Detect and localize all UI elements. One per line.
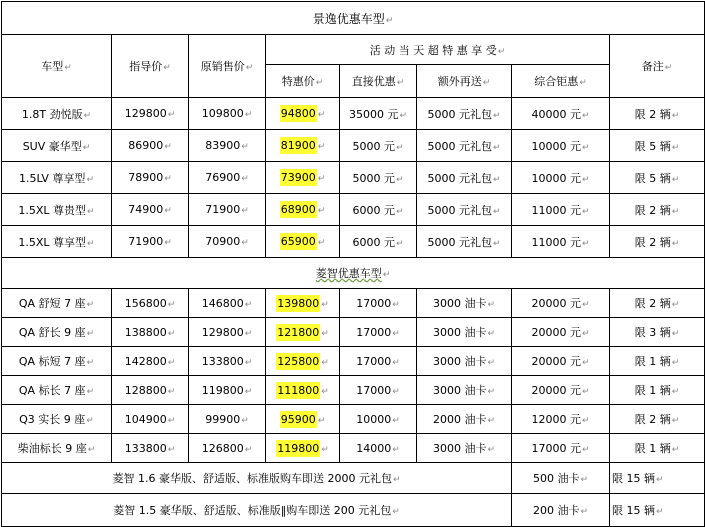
cell-model: SUV 豪华型↵: [2, 130, 112, 162]
table-row: [2, 130, 705, 162]
cell-special-price-text: 68900: [280, 203, 316, 216]
cell-special-price: 73900 ↵: [266, 162, 340, 194]
cell-extra-gift-text: 5000 元礼包: [427, 107, 492, 121]
cell-extra-gift: 3000 油卡↵: [417, 318, 512, 347]
cell-direct-discount: 10000↵: [340, 405, 417, 434]
cell-guide-price: 78900↵: [112, 162, 189, 194]
header-special-price: 特惠价↵: [266, 65, 340, 98]
cell-extra-gift-text: 5000 元礼包: [427, 171, 492, 185]
header-model: 车型↵: [2, 35, 112, 98]
table-row: [2, 98, 705, 130]
cell-guide-price: 74900↵: [112, 194, 189, 226]
cell-special-price-text: 119800: [277, 441, 320, 455]
table-row: [2, 405, 705, 434]
cell-original-price: 133800↵: [189, 347, 266, 376]
section2-title: 菱智优惠车型↵: [2, 258, 705, 289]
cell-extra-gift: 5000 元礼包↵: [417, 130, 512, 162]
table-row: [2, 162, 705, 194]
footer-gift: 500 油卡↵: [512, 463, 610, 494]
cell-remark-text: 限 5 辆: [634, 139, 671, 153]
cell-total-discount: 10000 元↵: [512, 162, 610, 194]
cell-extra-gift: 3000 油卡↵: [417, 434, 512, 463]
cell-special-price-text: 121800: [277, 325, 320, 339]
cell-original-price: 76900↵: [189, 162, 266, 194]
cell-extra-gift-text: 5000 元礼包: [427, 203, 492, 217]
cell-model: Q3 实长 9 座↵: [2, 405, 112, 434]
cell-guide-price: 142800↵: [112, 347, 189, 376]
cell-guide-price: 129800↵: [112, 98, 189, 130]
cell-special-price-text: 94800: [280, 107, 316, 120]
cell-guide-price-text: 156800: [124, 296, 167, 310]
cell-extra-gift-text: 2000 油卡: [432, 413, 487, 426]
cell-special-price-text: 139800: [277, 296, 320, 310]
cell-model: QA 舒长 9 座↵: [2, 318, 112, 347]
cell-total-discount: 20000 元↵: [512, 289, 610, 318]
cell-model-text: 柴油标长 9 座: [17, 442, 87, 455]
cell-special-price: 95900 ↵: [266, 405, 340, 434]
cell-extra-gift-text: 3000 油卡: [432, 297, 487, 310]
cell-total-discount: 12000 元↵: [512, 405, 610, 434]
cell-special-price: 121800 ↵: [266, 318, 340, 347]
cell-model-text: Q3 实长 9 座: [19, 413, 86, 426]
cell-guide-price-text: 78900: [128, 171, 164, 184]
cell-remark: 限 2 辆↵: [610, 405, 705, 434]
cell-original-price-text: 133800: [201, 354, 244, 368]
cell-guide-price: 133800↵: [112, 434, 189, 463]
cell-total-discount-text: 10000 元: [531, 139, 581, 153]
cell-direct-discount: 5000 元↵: [340, 130, 417, 162]
cell-original-price: 129800↵: [189, 318, 266, 347]
cell-total-discount-text: 11000 元: [531, 203, 581, 217]
header-direct-discount: 直接优惠↵: [340, 65, 417, 98]
cell-extra-gift-text: 3000 油卡: [432, 442, 487, 455]
cell-original-price-text: 109800: [201, 107, 244, 120]
cell-guide-price-text: 71900: [128, 235, 164, 248]
cell-total-discount: 10000 元↵: [512, 130, 610, 162]
table-row: [2, 434, 705, 463]
cell-special-price: 111800 ↵: [266, 376, 340, 405]
cell-extra-gift-text: 3000 油卡: [432, 355, 487, 368]
cell-extra-gift: 5000 元礼包↵: [417, 226, 512, 258]
cell-direct-discount: 17000↵: [340, 376, 417, 405]
cell-remark-text: 限 5 辆: [634, 171, 671, 185]
cell-original-price-text: 70900: [205, 235, 241, 248]
cell-extra-gift: 3000 油卡↵: [417, 347, 512, 376]
footer-row: [2, 494, 705, 527]
cell-remark: 限 2 辆↵: [610, 226, 705, 258]
cell-original-price-text: 126800: [201, 441, 244, 455]
cell-remark: 限 1 辆↵: [610, 434, 705, 463]
cell-original-price: 83900↵: [189, 130, 266, 162]
cell-guide-price-text: 138800: [124, 325, 167, 339]
cell-original-price: 99900↵: [189, 405, 266, 434]
cell-total-discount: 20000 元↵: [512, 347, 610, 376]
cell-guide-price: 86900↵: [112, 130, 189, 162]
cell-total-discount: 40000 元↵: [512, 98, 610, 130]
cell-original-price-text: 76900: [205, 171, 241, 184]
footer-text-text: 菱智 1.6 豪华版、舒适版、标准版购车即送 2000 元礼包: [112, 472, 392, 485]
cell-remark-text: 限 1 辆: [634, 384, 671, 397]
cell-direct-discount-text: 17000: [356, 354, 392, 368]
cell-guide-price-text: 74900: [128, 203, 164, 216]
cell-model-text: QA 舒长 9 座: [18, 326, 86, 339]
cell-direct-discount: 5000 元↵: [340, 162, 417, 194]
promo-table: [1, 1, 705, 527]
cell-model-text: 1.5LV 尊享型: [19, 171, 86, 185]
table-row: [2, 226, 705, 258]
header-promo-group: 活 动 当 天 超 特 惠 享 受↵: [266, 35, 610, 65]
cell-original-price-text: 83900: [205, 139, 241, 152]
cell-extra-gift-text: 3000 油卡: [432, 326, 487, 339]
cell-special-price: 139800 ↵: [266, 289, 340, 318]
cell-guide-price-text: 104900: [124, 412, 167, 426]
cell-special-price-text: 125800: [277, 354, 320, 368]
cell-extra-gift: 5000 元礼包↵: [417, 194, 512, 226]
cell-extra-gift-text: 3000 油卡: [432, 384, 487, 397]
cell-model: 1.5LV 尊享型↵: [2, 162, 112, 194]
cell-original-price: 70900↵: [189, 226, 266, 258]
cell-original-price: 119800↵: [189, 376, 266, 405]
cell-special-price: 94800 ↵: [266, 98, 340, 130]
cell-special-price: 119800 ↵: [266, 434, 340, 463]
cell-model: QA 标短 7 座↵: [2, 347, 112, 376]
cell-remark: 限 1 辆↵: [610, 347, 705, 376]
cell-remark-text: 限 1 辆: [634, 442, 671, 455]
cell-total-discount: 17000 元↵: [512, 434, 610, 463]
table-row: [2, 289, 705, 318]
cell-total-discount: 11000 元↵: [512, 194, 610, 226]
cell-total-discount-text: 10000 元: [531, 171, 581, 185]
cell-direct-discount-text: 17000: [356, 296, 392, 310]
footer-gift-text: 200 油卡: [532, 504, 580, 517]
header-total-discount: 综合钜惠↵: [512, 65, 610, 98]
cell-direct-discount: 17000↵: [340, 318, 417, 347]
table-row: [2, 347, 705, 376]
cell-extra-gift: 5000 元礼包↵: [417, 162, 512, 194]
cell-direct-discount-text: 14000: [356, 441, 392, 455]
cell-model: QA 标长 7 座↵: [2, 376, 112, 405]
cell-guide-price: 156800↵: [112, 289, 189, 318]
cell-direct-discount-text: 10000: [356, 412, 392, 426]
cell-special-price: 65900 ↵: [266, 226, 340, 258]
cell-direct-discount: 6000 元↵: [340, 226, 417, 258]
cell-model-text: QA 舒短 7 座: [18, 297, 86, 310]
cell-remark-text: 限 2 辆: [634, 235, 671, 249]
footer-text: 菱智 1.5 豪华版、舒适版、标准版‖购车即送 200 元礼包↵: [2, 494, 512, 527]
cell-direct-discount-text: 5000 元: [352, 139, 395, 153]
cell-original-price: 146800↵: [189, 289, 266, 318]
cell-extra-gift-text: 5000 元礼包: [427, 235, 492, 249]
footer-remark: 限 15 辆↵: [610, 463, 705, 494]
cell-remark-text: 限 2 辆: [634, 107, 671, 121]
cell-original-price-text: 129800: [201, 325, 244, 339]
table-row: [2, 318, 705, 347]
cell-extra-gift: 2000 油卡↵: [417, 405, 512, 434]
table-row: [2, 376, 705, 405]
cell-special-price: 68900 ↵: [266, 194, 340, 226]
cell-model: 柴油标长 9 座↵: [2, 434, 112, 463]
table-row: [2, 194, 705, 226]
cell-remark-text: 限 3 辆: [634, 326, 671, 339]
cell-extra-gift: 5000 元礼包↵: [417, 98, 512, 130]
cell-model: 1.5XL 尊享型↵: [2, 226, 112, 258]
cell-special-price-text: 81900: [280, 139, 316, 152]
cell-total-discount: 20000 元↵: [512, 376, 610, 405]
cell-original-price: 126800↵: [189, 434, 266, 463]
cell-direct-discount-text: 6000 元: [352, 235, 395, 249]
cell-special-price-text: 65900: [280, 235, 316, 248]
footer-gift-text: 500 油卡: [532, 472, 580, 485]
cell-total-discount-text: 20000 元: [531, 384, 581, 397]
cell-direct-discount-text: 6000 元: [352, 203, 395, 217]
header-extra-gift: 额外再送↵: [417, 65, 512, 98]
cell-guide-price: 71900↵: [112, 226, 189, 258]
cell-remark: 限 2 辆↵: [610, 194, 705, 226]
cell-model-text: 1.5XL 尊享型: [18, 235, 87, 249]
header-original-price: 原销售价↵: [189, 35, 266, 98]
cell-remark-text: 限 2 辆: [634, 297, 671, 310]
cell-original-price: 71900↵: [189, 194, 266, 226]
footer-gift: 200 油卡↵: [512, 494, 610, 527]
cell-total-discount-text: 11000 元: [531, 235, 581, 249]
section2-title-text: 菱智优惠车型: [315, 267, 382, 280]
cell-special-price-text: 111800: [277, 383, 320, 397]
cell-direct-discount: 14000↵: [340, 434, 417, 463]
cell-original-price-text: 99900: [205, 412, 241, 426]
footer-text: 菱智 1.6 豪华版、舒适版、标准版购车即送 2000 元礼包↵: [2, 463, 512, 494]
cell-guide-price-text: 142800: [124, 354, 167, 368]
cell-model-text: QA 标长 7 座: [18, 384, 86, 397]
section1-title: 景逸优惠车型↵: [2, 2, 705, 35]
cell-extra-gift: 3000 油卡↵: [417, 289, 512, 318]
cell-model: 1.5XL 尊贵型↵: [2, 194, 112, 226]
cell-original-price-text: 119800: [201, 383, 244, 397]
cell-total-discount-text: 12000 元: [531, 413, 581, 426]
footer-text-text: 菱智 1.5 豪华版、舒适版、标准版‖购车即送 200 元礼包: [113, 504, 392, 517]
footer-remark: 限 15 辆↵: [610, 494, 705, 527]
cell-direct-discount: 17000↵: [340, 347, 417, 376]
cell-remark: 限 2 辆↵: [610, 289, 705, 318]
cell-guide-price-text: 128800: [124, 383, 167, 397]
cell-total-discount-text: 40000 元: [531, 107, 581, 121]
cell-total-discount-text: 20000 元: [531, 297, 581, 310]
cell-model-text: 1.8T 劲悦版: [21, 107, 83, 121]
cell-direct-discount-text: 17000: [356, 325, 392, 339]
cell-extra-gift: 3000 油卡↵: [417, 376, 512, 405]
cell-direct-discount-text: 35000 元: [348, 107, 399, 121]
cell-special-price: 125800 ↵: [266, 347, 340, 376]
cell-remark: 限 1 辆↵: [610, 376, 705, 405]
cell-remark: 限 5 辆↵: [610, 130, 705, 162]
footer-remark-text: 限 15 辆: [612, 504, 655, 517]
cell-original-price-text: 71900: [205, 203, 241, 216]
cell-model: QA 舒短 7 座↵: [2, 289, 112, 318]
cell-total-discount-text: 20000 元: [531, 326, 581, 339]
cell-guide-price-text: 133800: [124, 441, 167, 455]
cell-total-discount-text: 17000 元: [531, 442, 581, 455]
cell-remark: 限 3 辆↵: [610, 318, 705, 347]
cell-direct-discount-text: 17000: [356, 383, 392, 397]
cell-original-price: 109800↵: [189, 98, 266, 130]
cell-remark-text: 限 1 辆: [634, 355, 671, 368]
cell-guide-price-text: 129800: [124, 107, 167, 120]
footer-row: [2, 463, 705, 494]
footer-remark-text: 限 15 辆: [612, 472, 655, 485]
cell-guide-price: 138800↵: [112, 318, 189, 347]
cell-direct-discount: 6000 元↵: [340, 194, 417, 226]
cell-model: 1.8T 劲悦版↵: [2, 98, 112, 130]
cell-direct-discount: 35000 元↵: [340, 98, 417, 130]
cell-total-discount: 11000 元↵: [512, 226, 610, 258]
cell-model-text: SUV 豪华型: [22, 139, 82, 153]
cell-special-price-text: 73900: [280, 171, 316, 184]
cell-remark: 限 2 辆↵: [610, 98, 705, 130]
cell-remark-text: 限 2 辆: [634, 413, 671, 426]
cell-guide-price-text: 86900: [128, 139, 164, 152]
cell-total-discount-text: 20000 元: [531, 355, 581, 368]
cell-model-text: QA 标短 7 座: [18, 355, 86, 368]
cell-direct-discount-text: 5000 元: [352, 171, 395, 185]
cell-extra-gift-text: 5000 元礼包: [427, 139, 492, 153]
cell-remark: 限 5 辆↵: [610, 162, 705, 194]
cell-remark-text: 限 2 辆: [634, 203, 671, 217]
section2-title-row: [2, 258, 705, 289]
cell-model-text: 1.5XL 尊贵型: [18, 203, 87, 217]
cell-special-price-text: 95900: [280, 412, 316, 426]
cell-direct-discount: 17000↵: [340, 289, 417, 318]
cell-original-price-text: 146800: [201, 296, 244, 310]
cell-guide-price: 128800↵: [112, 376, 189, 405]
header-remark: 备注↵: [610, 35, 705, 98]
header-guide-price: 指导价↵: [112, 35, 189, 98]
cell-guide-price: 104900↵: [112, 405, 189, 434]
cell-total-discount: 20000 元↵: [512, 318, 610, 347]
cell-special-price: 81900 ↵: [266, 130, 340, 162]
